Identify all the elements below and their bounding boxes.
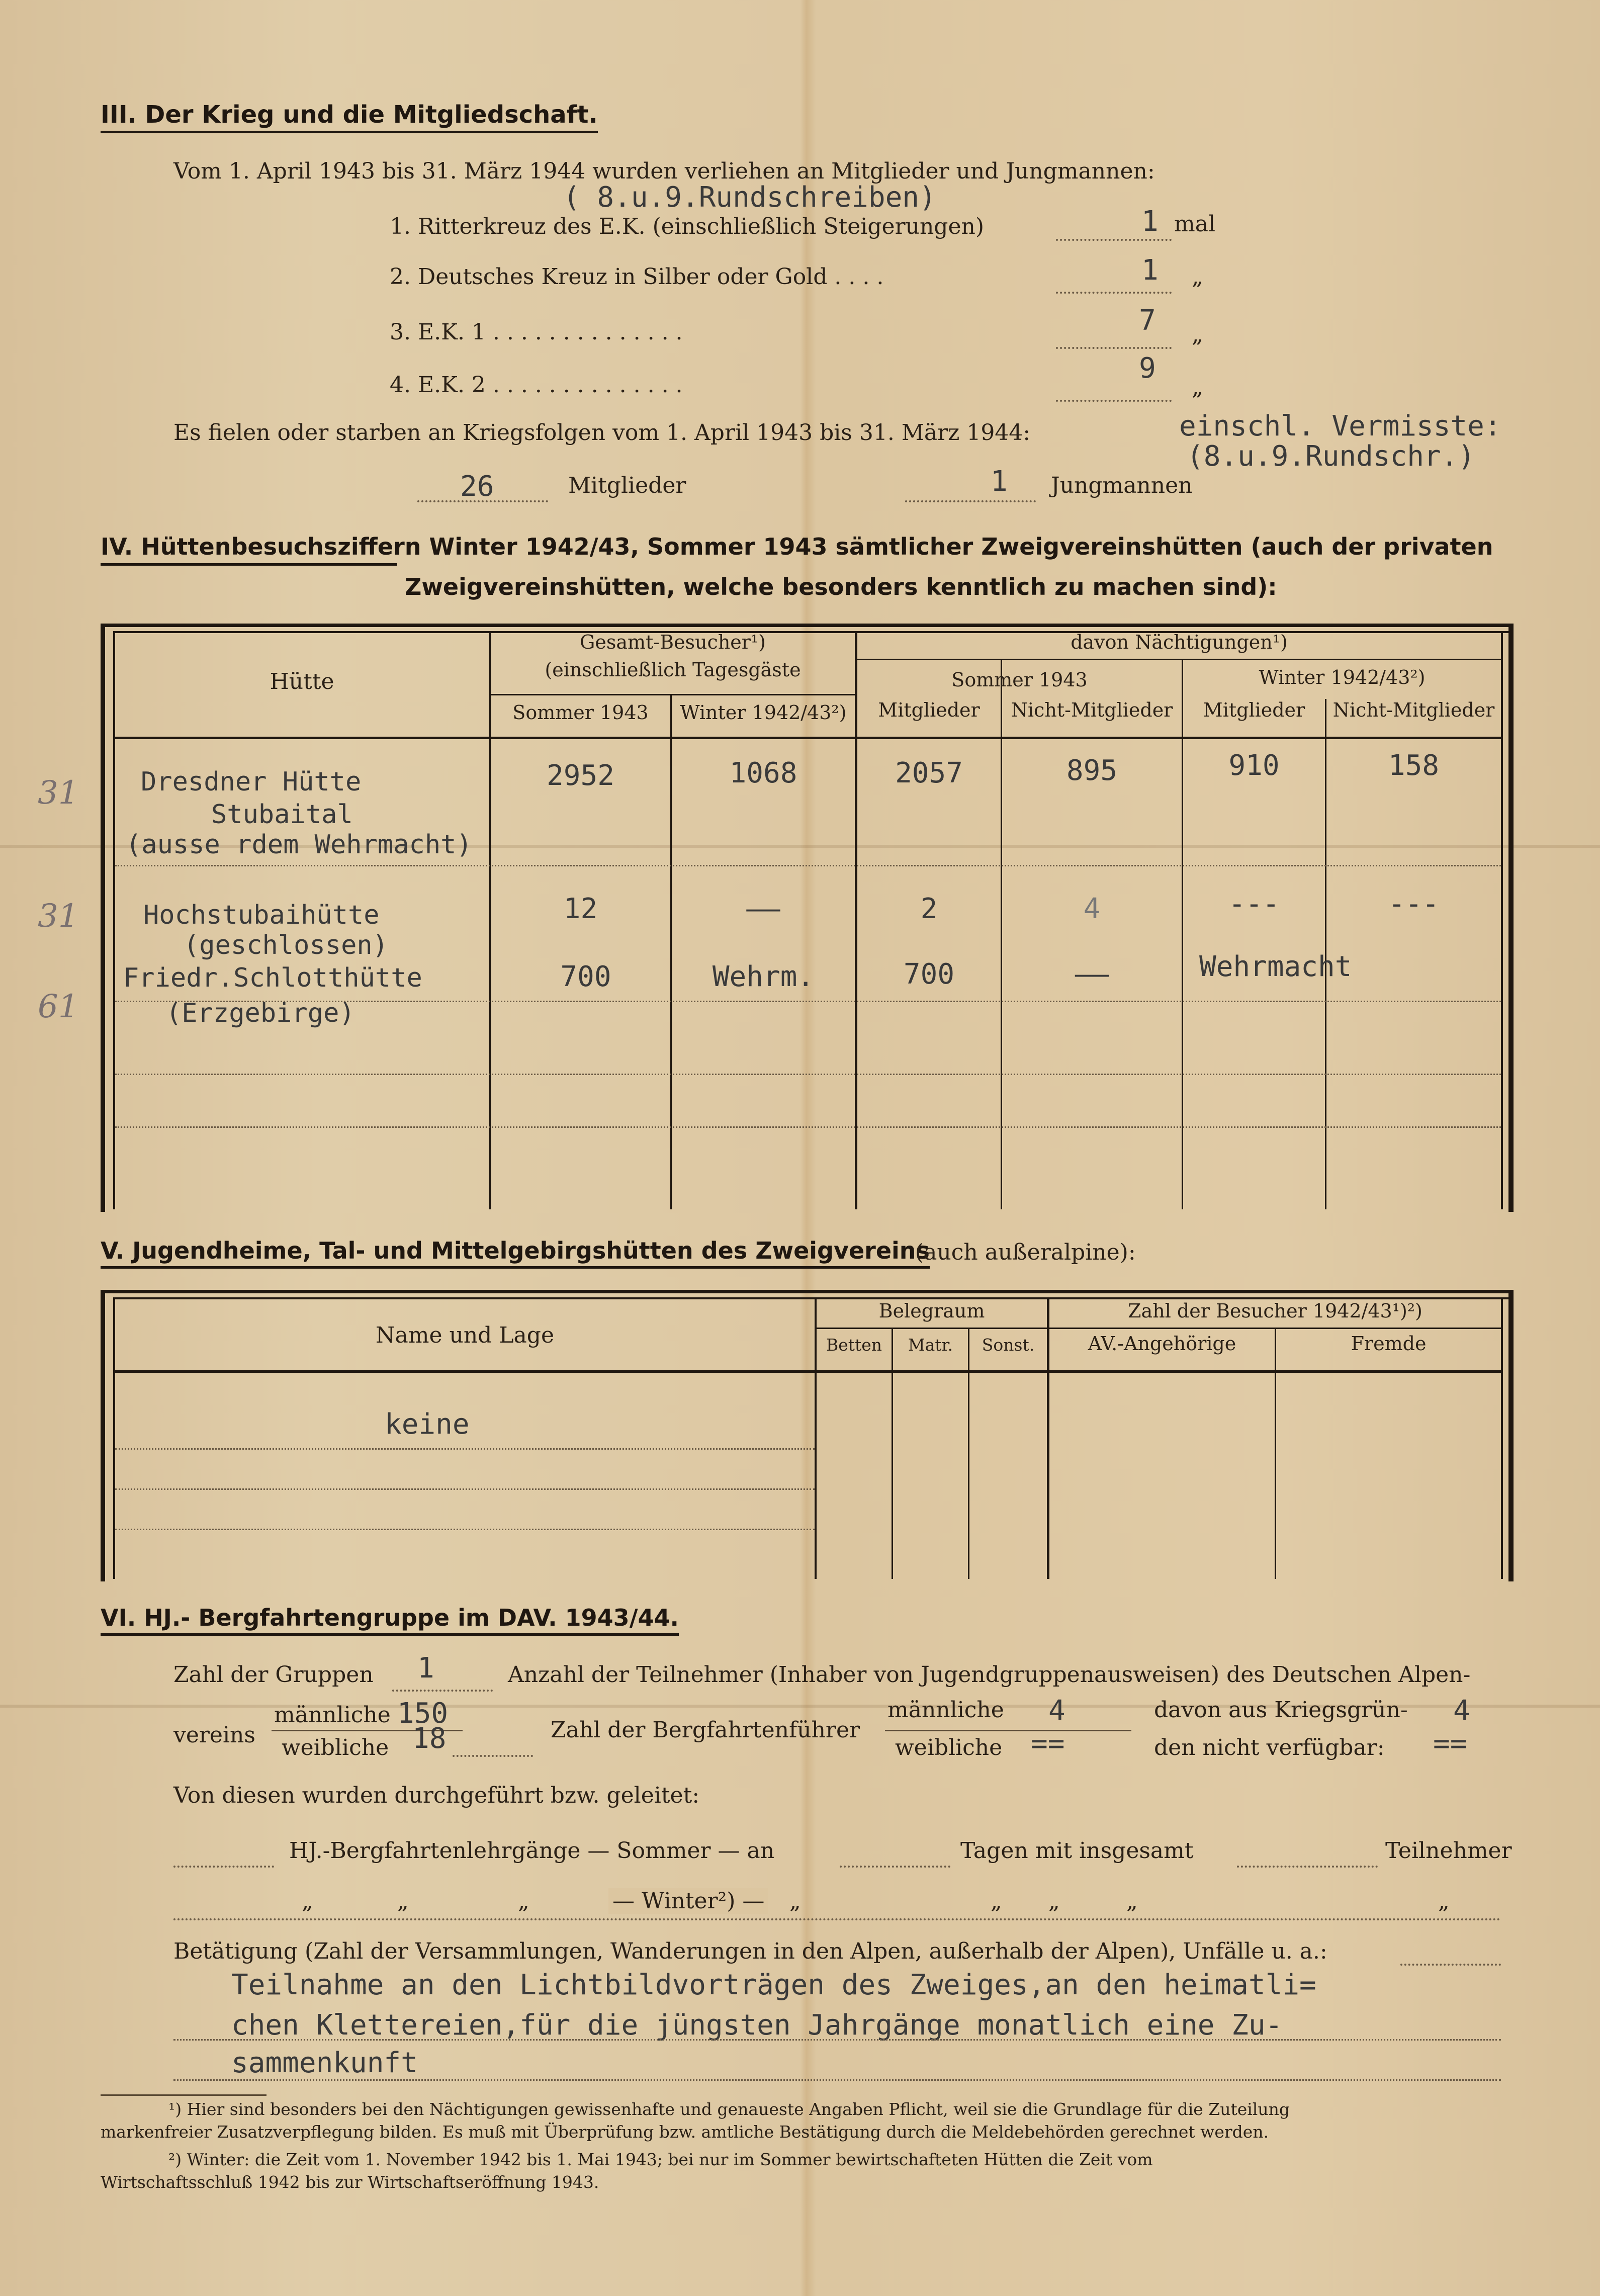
male-label: männliche — [274, 1702, 391, 1728]
value-cell: --- — [1388, 888, 1440, 920]
value-cell: 2 — [920, 893, 938, 925]
youth-hut-entry: keine — [385, 1408, 470, 1441]
award-label: 4. E.K. 2 . . . . . . . . . . . . . . — [390, 372, 683, 398]
groups-value: 1 — [417, 1652, 434, 1685]
award-unit: mal — [1174, 211, 1216, 237]
award-label: 2. Deutsches Kreuz in Silber oder Gold . . . . — [390, 264, 884, 290]
value-cell: 910 — [1228, 749, 1280, 782]
award-value: 1 — [1141, 205, 1159, 238]
section-4-heading: Zweigvereinshütten, welche besonders kenntlich zu machen sind): — [405, 573, 1277, 600]
vereins-label: vereins — [173, 1722, 255, 1748]
fallen-jung-label: Jungmannen — [1051, 473, 1193, 498]
column-header: Sonst. — [982, 1335, 1035, 1355]
activity-text: sammenkunft — [231, 2047, 418, 2079]
leaders-female-value: == — [1031, 1727, 1065, 1760]
footnote: markenfreier Zusatzverpflegung bilden. Es muß mit Überprüfung bzw. amtliche Bestätigung durch die Meldebehörden gerechnet werden. — [101, 2122, 1269, 2142]
hut-name: Hochstubaihütte — [143, 900, 380, 930]
ditto-mark: „ — [518, 1888, 529, 1914]
column-header: Mitglieder — [1203, 699, 1305, 721]
ditto-mark: „ — [1048, 1888, 1060, 1914]
value-cell: --- — [1228, 888, 1280, 920]
ditto-mark: „ — [1126, 1888, 1138, 1914]
footnote: ²) Winter: die Zeit vom 1. November 1942 bis 1. Mai 1943; bei nur im Sommer bewirtschafteten Hütten die Zeit vom — [168, 2150, 1153, 2169]
fallen-text: Es fielen oder starben an Kriegsfolgen vom 1. April 1943 bis 31. März 1944: — [173, 420, 1031, 446]
male-value: 150 — [397, 1697, 449, 1730]
value-cell: —— — [1075, 958, 1109, 991]
hut-name: Dresdner Hütte — [141, 767, 362, 797]
ditto-mark: „ — [397, 1888, 409, 1914]
award-unit: „ — [1192, 322, 1203, 347]
value-cell: 4 — [1083, 893, 1101, 925]
value-cell: 895 — [1066, 754, 1118, 787]
female-label: weibliche — [282, 1735, 389, 1760]
column-header: Matr. — [908, 1335, 953, 1355]
award-label: 3. E.K. 1 . . . . . . . . . . . . . . — [390, 319, 683, 345]
activity-text: chen Klettereien,für die jüngsten Jahrgänge monatlich eine Zu- — [231, 2009, 1283, 2042]
section-4-heading: IV. Hüttenbesuchsziffern Winter 1942/43, Sommer 1943 sämtlicher Zweigvereinshütten (auch der privaten — [101, 533, 1493, 560]
hut-name: (ausse rdem Wehrmacht) — [126, 830, 472, 860]
participants-label: Teilnehmer — [1385, 1838, 1512, 1864]
award-unit: „ — [1192, 264, 1203, 290]
groups-label: Zahl der Gruppen — [173, 1662, 374, 1688]
fallen-members-value: 26 — [460, 470, 494, 503]
column-header: Mitglieder — [878, 699, 980, 721]
award-label: 1. Ritterkreuz des E.K. (einschließlich Steigerungen) — [390, 214, 984, 239]
value-cell: 158 — [1388, 749, 1440, 782]
value-cell: Wehrmacht — [1199, 950, 1352, 983]
column-header: Hütte — [270, 669, 334, 694]
column-header: Belegraum — [878, 1300, 985, 1322]
section-3-heading: III. Der Krieg und die Mitgliedschaft. — [101, 101, 598, 133]
section-5-heading: V. Jugendheime, Tal- und Mittelgebirgshütten des Zweigvereins — [101, 1237, 930, 1269]
column-header: AV.-Angehörige — [1088, 1333, 1236, 1355]
section-5-heading-suffix: (auch außeralpine): — [915, 1240, 1136, 1265]
ditto-mark: „ — [991, 1888, 1002, 1914]
activity-label: Betätigung (Zahl der Versammlungen, Wanderungen in den Alpen, außerhalb der Alpen), Unfälle u. a.: — [173, 1938, 1327, 1964]
column-header: Betten — [826, 1335, 882, 1355]
award-value: 1 — [1141, 254, 1159, 287]
section-3-intro: Vom 1. April 1943 bis 31. März 1944 wurden verliehen an Mitglieder und Jungmannen: — [173, 158, 1155, 184]
value-cell: 2952 — [547, 759, 614, 792]
days-label: Tagen mit insgesamt — [960, 1838, 1194, 1864]
courses-summer: HJ.-Bergfahrtenlehrgänge — Sommer — an — [289, 1838, 775, 1864]
margin-note: 31 — [38, 774, 79, 812]
leaders-female-label: weibliche — [895, 1735, 1003, 1760]
participants-text: Anzahl der Teilnehmer (Inhaber von Jugendgruppenausweisen) des Deutschen Alpen- — [508, 1662, 1471, 1688]
value-cell: 700 — [903, 958, 955, 991]
female-value: 18 — [412, 1722, 447, 1755]
column-header: Zahl der Besucher 1942/43¹)²) — [1128, 1300, 1423, 1322]
war-unavailable-label: den nicht verfügbar: — [1154, 1735, 1385, 1760]
leaders-label: Zahl der Bergfahrtenführer — [551, 1717, 860, 1743]
value-cell: —— — [746, 893, 780, 925]
fallen-note: einschl. Vermisste: — [1179, 410, 1501, 443]
leaders-male-label: männliche — [887, 1697, 1004, 1723]
footnote: ¹) Hier sind besonders bei den Nächtigungen gewissenhafte und genaueste Angaben Pflicht, weil sie die Grundlage für die Zuteilung — [168, 2099, 1290, 2119]
column-header: Name und Lage — [376, 1322, 554, 1348]
courses-winter: — Winter²) — — [608, 1888, 768, 1914]
section-3-intro-note: ( 8.u.9.Rundschreiben) — [563, 181, 936, 214]
column-header: Nicht-Mitglieder — [1332, 699, 1495, 721]
hut-name: Friedr.Schlotthütte — [123, 963, 422, 993]
award-value: 9 — [1139, 352, 1156, 385]
value-cell: 12 — [563, 893, 598, 925]
war-unavailable-label: davon aus Kriegsgrün- — [1154, 1697, 1408, 1723]
value-cell: Wehrm. — [712, 960, 815, 993]
column-header: davon Nächtigungen¹) — [1071, 631, 1288, 653]
value-cell: 700 — [560, 960, 611, 993]
column-header: Fremde — [1351, 1333, 1427, 1355]
ditto-mark: „ — [1438, 1888, 1450, 1914]
margin-note: 61 — [38, 988, 79, 1025]
award-value: 7 — [1139, 304, 1156, 337]
section-6-heading: VI. HJ.- Bergfahrtengruppe im DAV. 1943/44. — [101, 1604, 679, 1636]
ditto-mark: „ — [789, 1888, 801, 1914]
column-header: Sommer 1943 — [951, 669, 1088, 691]
fallen-members-label: Mitglieder — [568, 473, 686, 498]
column-header: (einschließlich Tagesgäste — [545, 659, 801, 681]
column-header: Sommer 1943 — [512, 701, 649, 724]
hut-name: (Erzgebirge) — [166, 998, 355, 1028]
war-unavailable-value: 4 — [1453, 1695, 1470, 1727]
award-unit: „ — [1192, 375, 1203, 400]
leaders-male-value: 4 — [1048, 1695, 1065, 1727]
column-header: Gesamt-Besucher¹) — [580, 631, 766, 653]
footnote: Wirtschaftsschluß 1942 bis zur Wirtschaftseröffnung 1943. — [101, 2172, 599, 2192]
hut-name: (geschlossen) — [184, 930, 388, 960]
fallen-note: (8.u.9.Rundschr.) — [1187, 440, 1475, 473]
hut-name: Stubaital — [211, 800, 353, 830]
column-header: Winter 1942/43²) — [1259, 666, 1426, 688]
activity-text: Teilnahme an den Lichtbildvorträgen des Zweiges,an den heimatli= — [231, 1969, 1316, 2001]
value-cell: 2057 — [895, 757, 963, 789]
value-cell: 1068 — [729, 757, 797, 789]
fallen-jung-value: 1 — [991, 465, 1008, 498]
conducted-text: Von diesen wurden durchgeführt bzw. geleitet: — [173, 1783, 700, 1808]
war-unavailable-value: == — [1433, 1727, 1467, 1760]
column-header: Winter 1942/43²) — [680, 701, 847, 724]
margin-note: 31 — [38, 898, 79, 935]
ditto-mark: „ — [302, 1888, 313, 1914]
column-header: Nicht-Mitglieder — [1011, 699, 1173, 721]
